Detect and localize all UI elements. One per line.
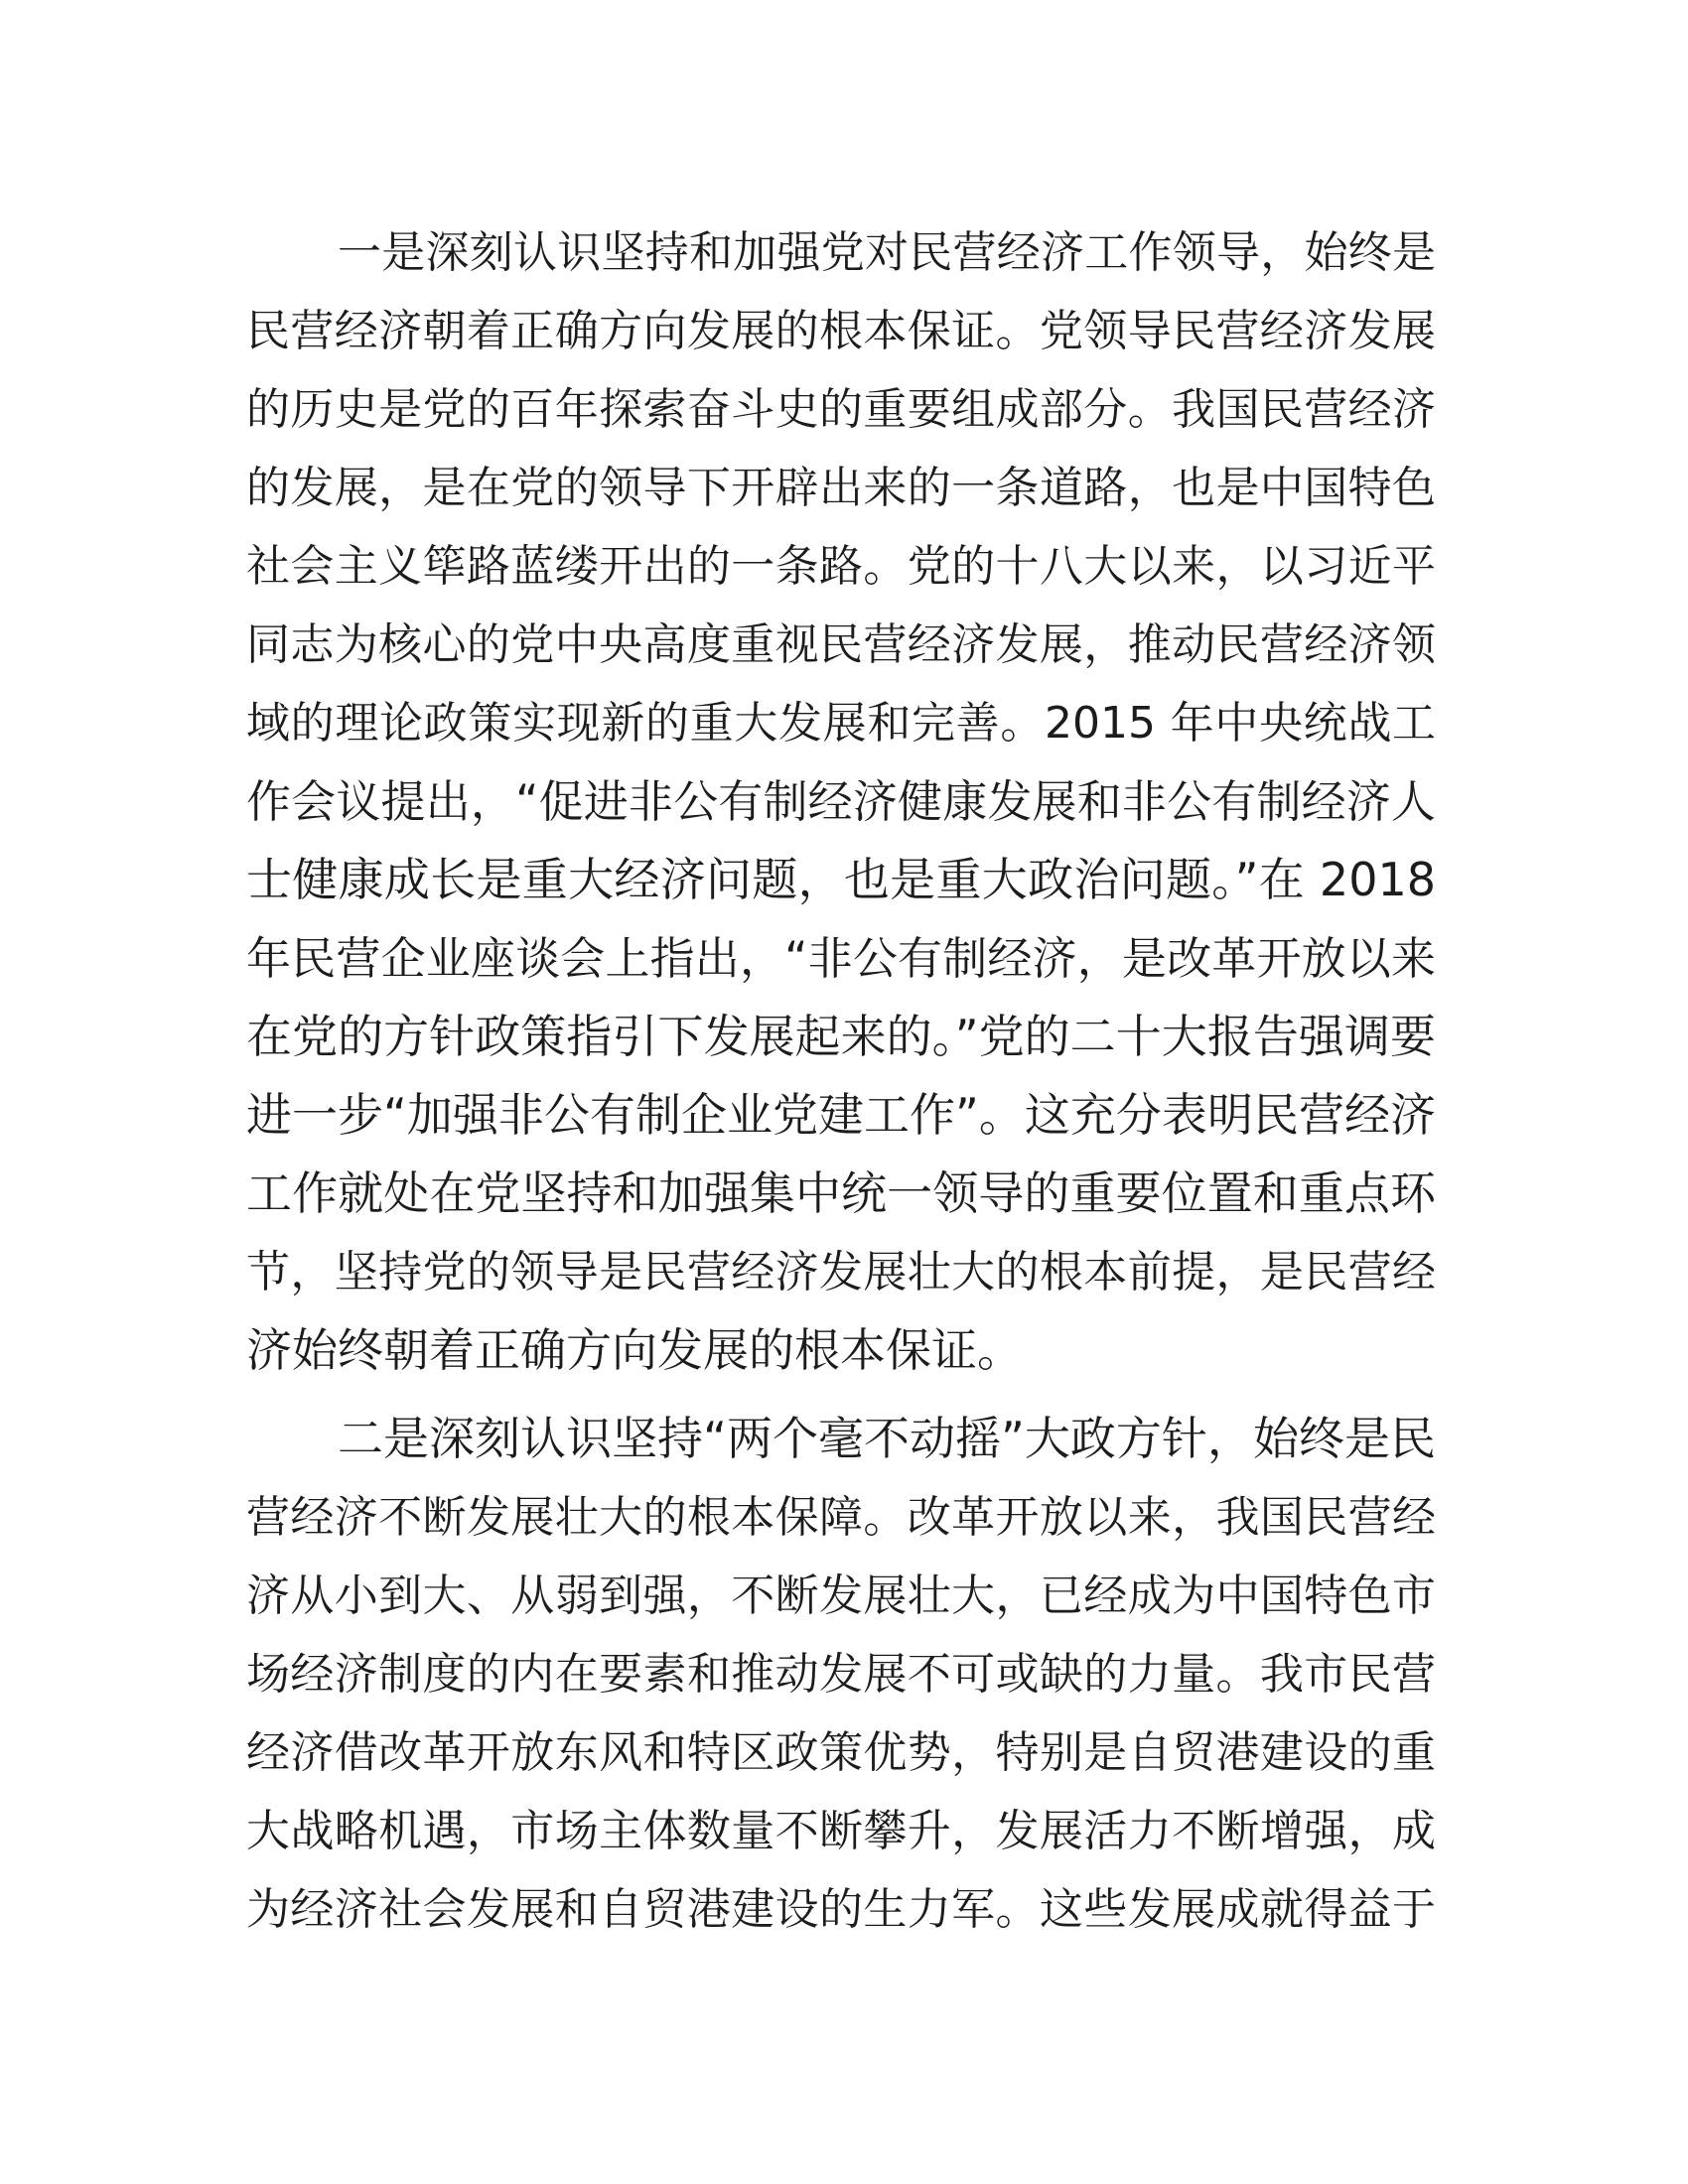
text-line: 大战略机遇，市场主体数量不断攀升，发展活力不断增强，成: [246, 1806, 1436, 1856]
text-line: 营经济不断发展壮大的根本保障。改革开放以来，我国民营经: [246, 1492, 1436, 1543]
text-line: 民营经济朝着正确方向发展的根本保证。党领导民营经济发展: [246, 306, 1436, 356]
text-line: 在党的方针政策指引下发展起来的。”党的二十大报告强调要: [246, 1010, 1436, 1063]
text-line: 的历史是党的百年探索奋斗史的重要组成部分。我国民营经济: [246, 384, 1436, 435]
text-line: 士健康成长是重大经济问题，也是重大政治问题。”在 2018: [246, 853, 1436, 906]
text-line: 的发展，是在党的领导下开辟出来的一条道路，也是中国特色: [246, 463, 1436, 513]
text-line: 场经济制度的内在要素和推动发展不可或缺的力量。我市民营: [246, 1649, 1436, 1700]
text-line: 二是深刻认识坚持“两个毫不动摇”大政方针，始终是民: [338, 1412, 1436, 1465]
text-line: 一是深刻认识坚持和加强党对民营经济工作领导，始终是: [338, 227, 1436, 278]
paragraph-1: [246, 213, 1436, 1390]
text-line: 社会主义筚路蓝缕开出的一条路。党的十八大以来，以习近平: [246, 541, 1436, 592]
text-line: 节，坚持党的领导是民营经济发展壮大的根本前提，是民营经: [246, 1247, 1436, 1297]
text-line: 工作就处在党坚持和加强集中统一领导的重要位置和重点环: [246, 1166, 1436, 1220]
text-line: 经济借改革开放东风和特区政策优势，特别是自贸港建设的重: [246, 1727, 1436, 1778]
paragraph-2: [246, 1400, 1436, 1949]
text-line: 作会议提出，“促进非公有制经济健康发展和非公有制经济人: [246, 775, 1436, 828]
text-line: 为经济社会发展和自贸港建设的生力军。这些发展成就得益于: [246, 1884, 1436, 1935]
text-line: 年民营企业座谈会上指出，“非公有制经济，是改革开放以来: [246, 932, 1436, 985]
text-line: 域的理论政策实现新的重大发展和完善。2015 年中央统战工: [246, 698, 1436, 749]
text-line: 同志为核心的党中央高度重视民营经济发展，推动民营经济领: [246, 619, 1436, 670]
text-line: 济从小到大、从弱到强，不断发展壮大，已经成为中国特色市: [246, 1570, 1436, 1621]
text-line: 济始终朝着正确方向发展的根本保证。: [246, 1323, 1023, 1377]
text-line: 进一步“加强非公有制企业党建工作”。这充分表明民营经济: [246, 1088, 1436, 1142]
body-text: [246, 213, 1436, 1949]
